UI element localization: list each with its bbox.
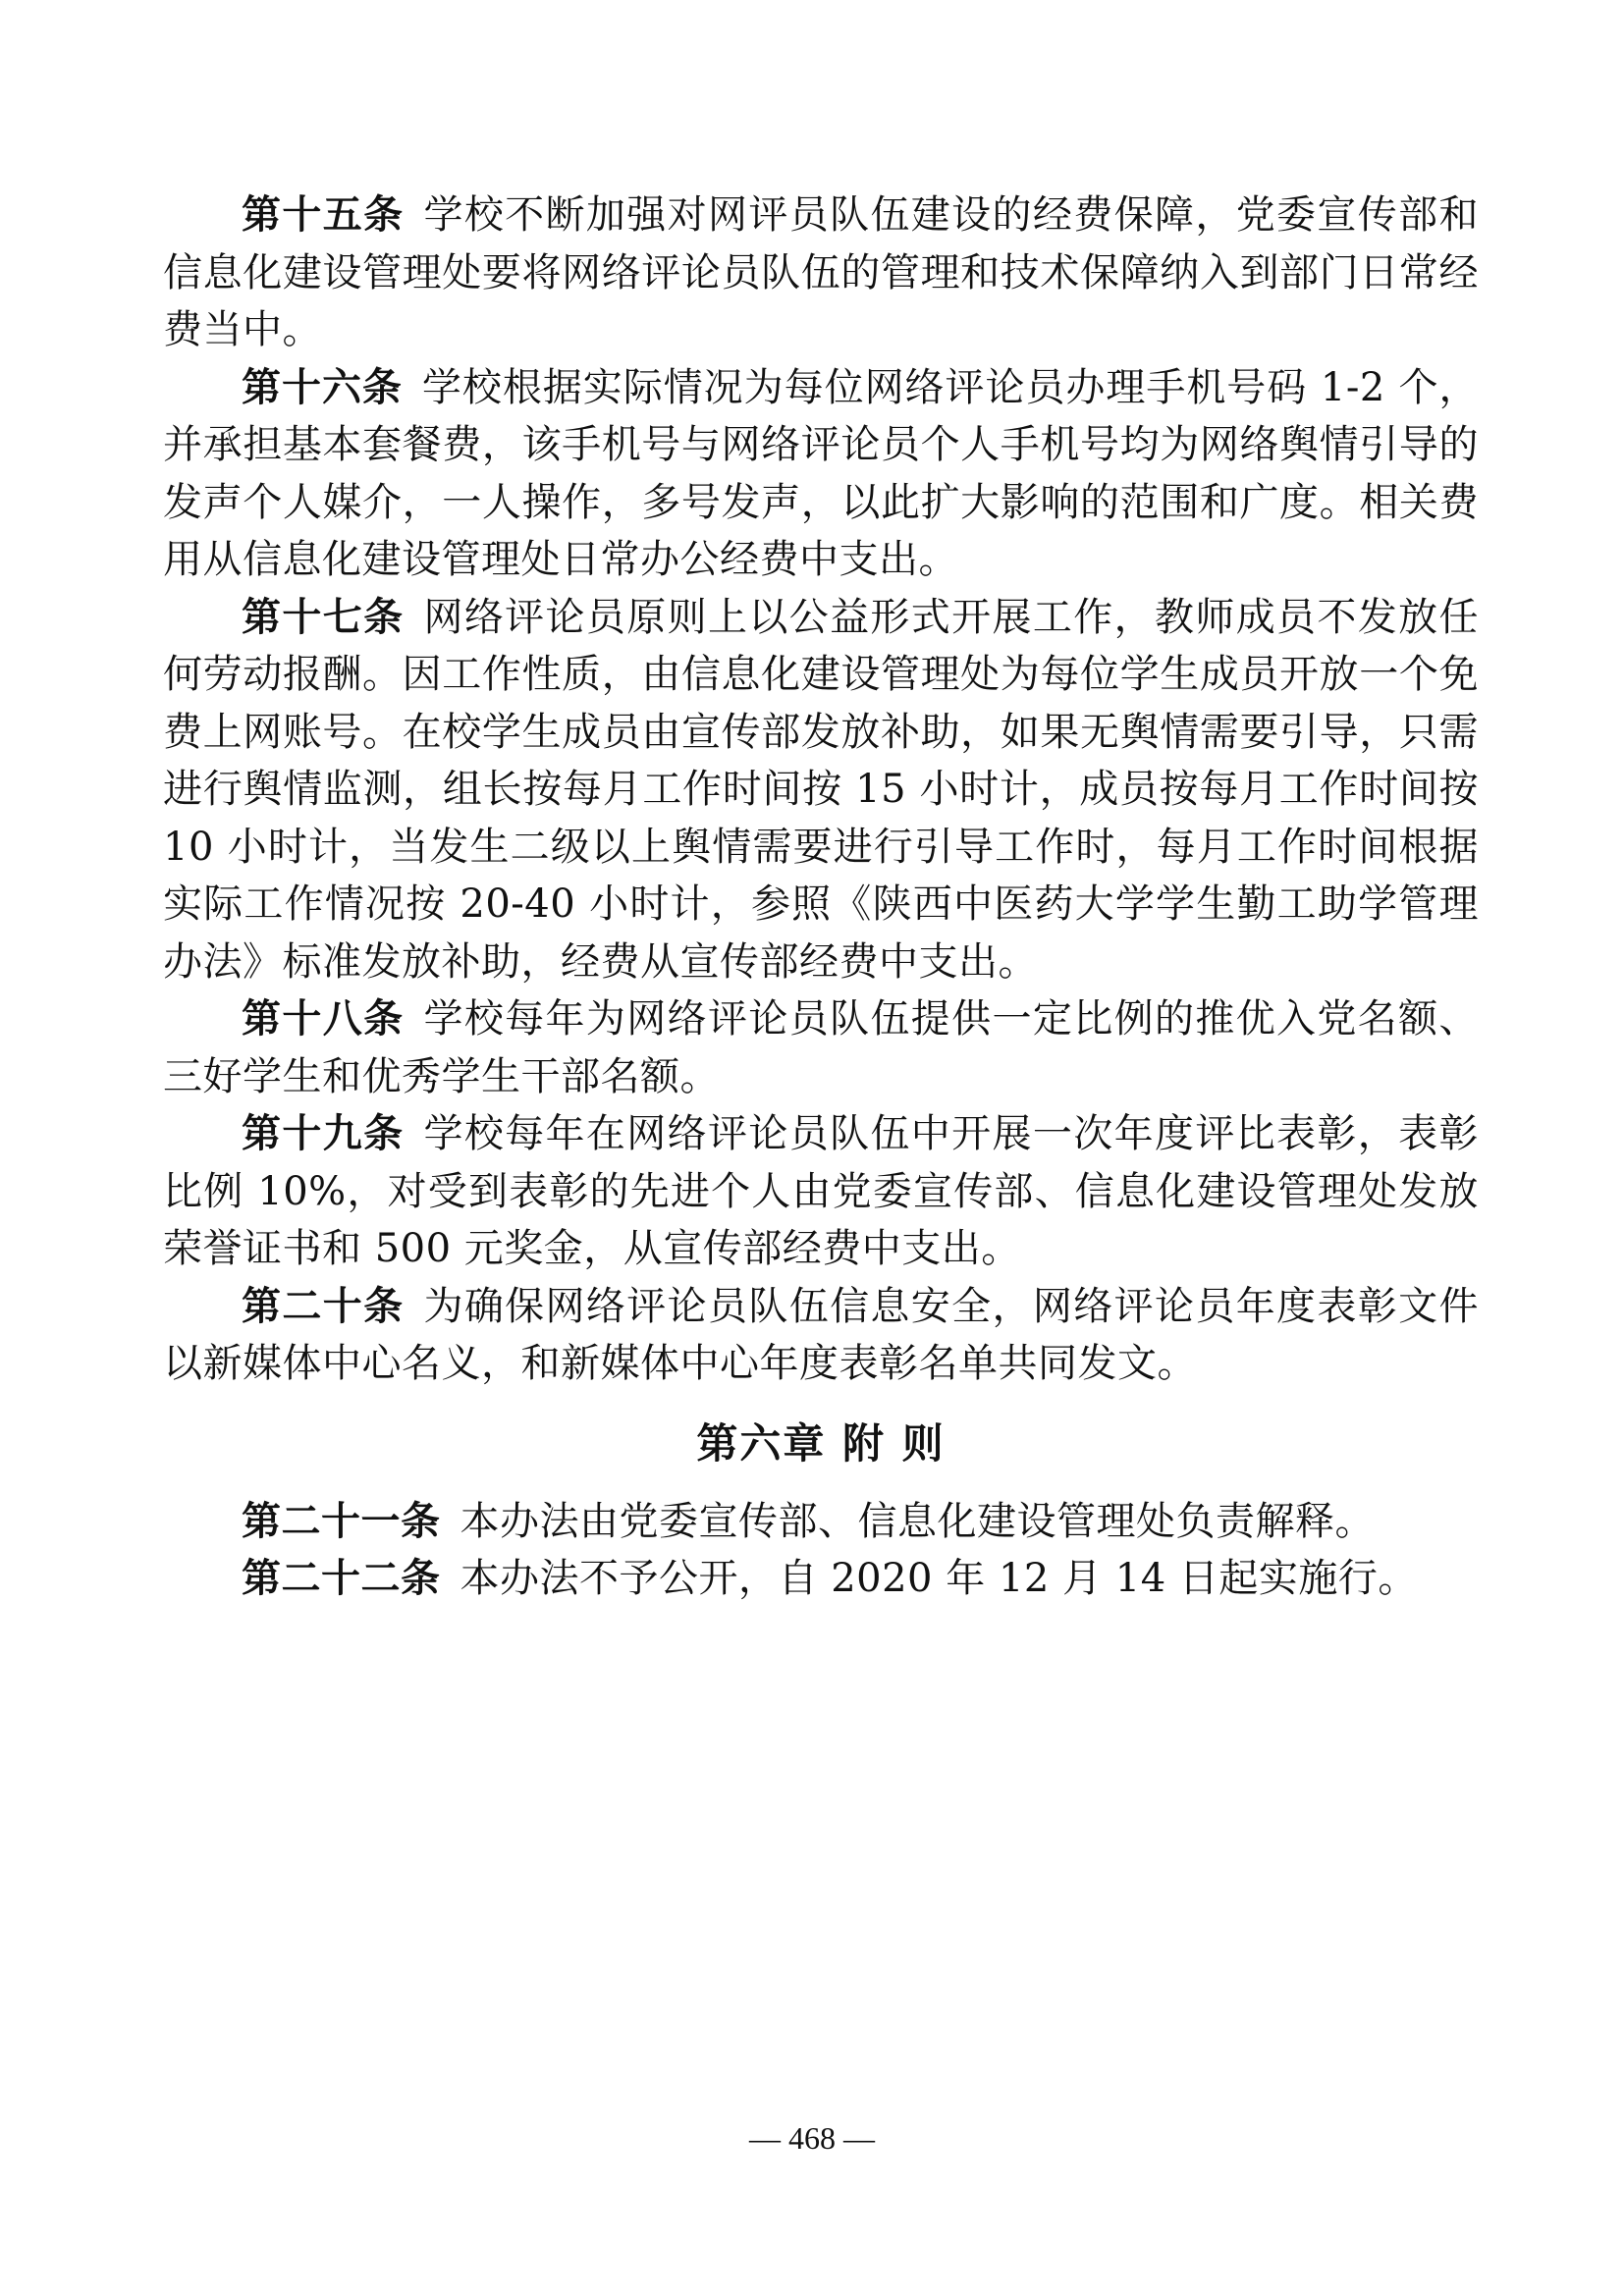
article-text: 网络评论员原则上以公益形式开展工作，教师成员不发放任何劳动报酬。因工作性质，由信息化建设管理处为每位学生成员开放一个免费上网账号。在校学生成员由宣传部发放补助，如果无舆情需要引导，只需进行舆情监测，组长按每月工作时间按 15 小时计，成员按每月工作时间按 10 小时计，当发生二级以上舆情需要进行引导工作时，每月工作时间根据实际工作情况按 20-40 小时计，参照《陕西中医药大学学生勤工助学管理办法》标准发放补助，经费从宣传部经费中支出。 (163, 594, 1480, 985)
article-18 (163, 990, 1479, 1105)
article-number: 第二十条 (242, 1283, 405, 1329)
article-17 (163, 589, 1479, 991)
page-number: — 468 — (749, 2120, 875, 2156)
article-20 (163, 1278, 1479, 1393)
article-number: 第二十一条 (242, 1498, 441, 1544)
article-text: 本办法由党委宣传部、信息化建设管理处负责解释。 (460, 1498, 1375, 1544)
chapter-title: 第六章 附 则 (696, 1418, 946, 1468)
article-16 (163, 359, 1479, 589)
article-number: 第十六条 (242, 364, 403, 410)
article-text: 学校每年为网络评论员队伍提供一定比例的推优入党名额、三好学生和优秀学生干部名额。 (163, 996, 1480, 1099)
article-22 (163, 1550, 1479, 1608)
article-text: 本办法不予公开，自 2020 年 12 月 14 日起实施行。 (460, 1556, 1418, 1601)
article-15 (163, 187, 1479, 359)
article-number: 第十八条 (242, 996, 405, 1041)
article-number: 第二十二条 (242, 1556, 441, 1601)
article-text: 学校不断加强对网评员队伍建设的经费保障，党委宣传部和信息化建设管理处要将网络评论员队伍的管理和技术保障纳入到部门日常经费当中。 (163, 192, 1480, 352)
article-19 (163, 1105, 1479, 1278)
article-number: 第十七条 (242, 594, 405, 640)
article-21 (163, 1493, 1479, 1551)
document-page (163, 187, 1479, 1608)
article-number: 第十九条 (242, 1111, 405, 1156)
article-text: 为确保网络评论员队伍信息安全，网络评论员年度表彰文件以新媒体中心名义，和新媒体中心年度表彰名单共同发文。 (163, 1283, 1480, 1386)
article-text: 学校根据实际情况为每位网络评论员办理手机号码 1-2 个，并承担基本套餐费，该手机号与网络评论员个人手机号均为网络舆情引导的发声个人媒介，一人操作，多号发声，以此扩大影响的范围和广度。相关费用从信息化建设管理处日常办公经费中支出。 (163, 364, 1480, 582)
article-text: 学校每年在网络评论员队伍中开展一次年度评比表彰，表彰比例 10%，对受到表彰的先进个人由党委宣传部、信息化建设管理处发放荣誉证书和 500 元奖金，从宣传部经费中支出。 (163, 1111, 1480, 1271)
article-number: 第十五条 (242, 192, 405, 238)
